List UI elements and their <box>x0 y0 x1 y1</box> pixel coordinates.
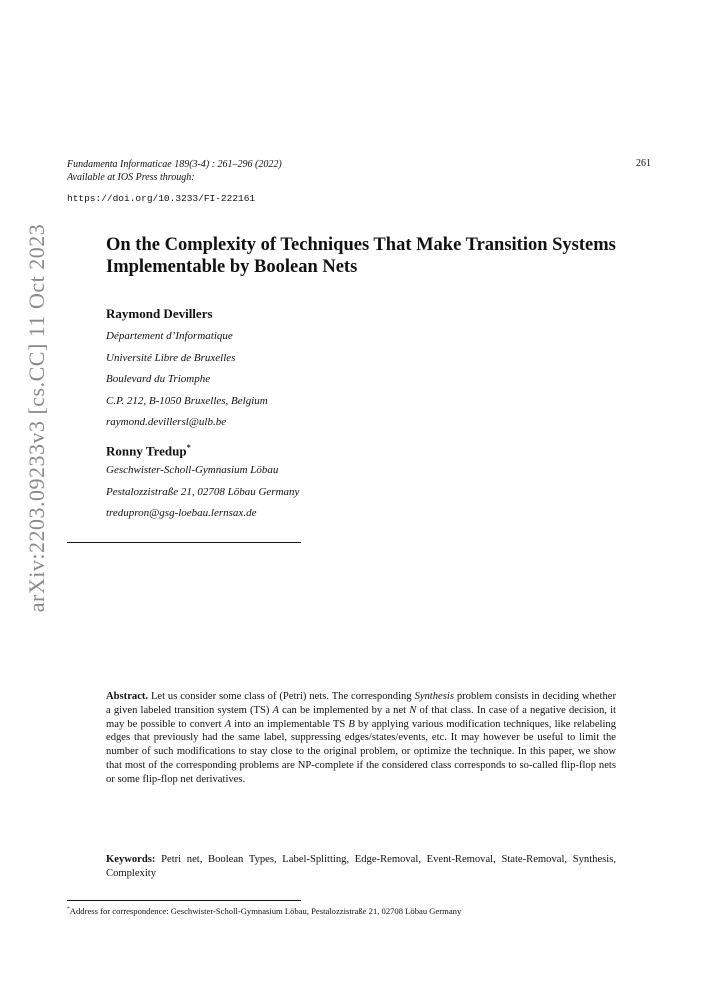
author-affiliation <box>106 460 299 525</box>
abstract-text: can be implemented by a net <box>279 704 410 716</box>
paper-title-line2: Implementable by Boolean Nets <box>106 257 358 277</box>
keywords-text: Petri net, Boolean Types, Label-Splitting, Edge-Removal, Event-Removal, State-Removal, Synthesis, Complexity <box>106 854 616 879</box>
journal-info <box>67 158 282 184</box>
author-name-text: Ronny Tredup <box>106 443 187 459</box>
header-rule <box>67 542 301 543</box>
affiliation-line: Geschwister-Scholl-Gymnasium Löbau <box>106 464 279 476</box>
footnote-rule <box>67 900 301 901</box>
footnote-text: Address for correspondence: Geschwister-Scholl-Gymnasium Löbau, Pestalozzistraße 21, 02708 Löbau Germany <box>69 906 462 916</box>
arxiv-identifier: arXiv:2203.09233v3 [cs.CC] 11 Oct 2023 <box>24 223 49 613</box>
journal-availability: Available at IOS Press through: <box>67 172 195 183</box>
author-email[interactable]: tredupron@gsg-loebau.lernsax.de <box>106 507 257 519</box>
abstract-emphasis: Synthesis <box>414 691 454 702</box>
author-name: Raymond Devillers <box>106 306 213 321</box>
abstract-text: Let us consider some class of (Petri) nets. The corresponding <box>148 691 415 702</box>
author-affiliation <box>106 326 268 434</box>
abstract-label: Abstract. <box>106 691 149 702</box>
abstract-text: problem consists in deciding whether a given labeled transition system (TS) <box>106 691 616 716</box>
affiliation-line: Département d’Informatique <box>106 330 233 342</box>
footnote <box>67 906 667 916</box>
paper-title-line1: On the Complexity of Techniques That Make Transition Systems <box>106 235 616 255</box>
math-variable: B <box>348 718 355 730</box>
keywords <box>106 853 616 881</box>
affiliation-line: Pestalozzistraße 21, 02708 Löbau Germany <box>106 485 300 498</box>
abstract-text: by applying various modification techniques, like relabeling edges that previously had the same label, suppressing edges/states/events, etc. It may however be useful to limit the number of such modifications to stay close to the original problem, or optimize the technique. In this paper, we show that most of the corresponding problems are NP-complete if the considered class corresponds to so-called flip-flop nets or some flip-flop net derivatives. <box>106 718 616 785</box>
abstract-text: into an implementable TS <box>231 718 349 730</box>
affiliation-line: Boulevard du Triomphe <box>106 373 211 385</box>
doi-link[interactable]: https://doi.org/10.3233/FI-222161 <box>67 193 256 204</box>
footnote-marker: * <box>186 442 191 452</box>
math-variable: A <box>272 704 280 716</box>
affiliation-line: Université Libre de Bruxelles <box>106 351 236 364</box>
math-variable: N <box>409 704 417 716</box>
keywords-label: Keywords: <box>106 854 156 865</box>
paper-title <box>106 234 666 278</box>
abstract-text: of that class. In case of a negative decision, it may be possible to convert <box>106 704 616 730</box>
footnote-marker: * <box>67 906 70 913</box>
author-name <box>106 442 191 459</box>
math-variable: A <box>224 718 232 730</box>
journal-citation: Fundamenta Informaticae 189(3-4) : 261–296 (2022) <box>67 159 282 170</box>
author-email[interactable]: raymond.devillersl@ulb.be <box>106 416 227 428</box>
abstract <box>106 690 616 787</box>
affiliation-line: C.P. 212, B-1050 Bruxelles, Belgium <box>106 394 268 407</box>
page-number: 261 <box>636 158 651 169</box>
